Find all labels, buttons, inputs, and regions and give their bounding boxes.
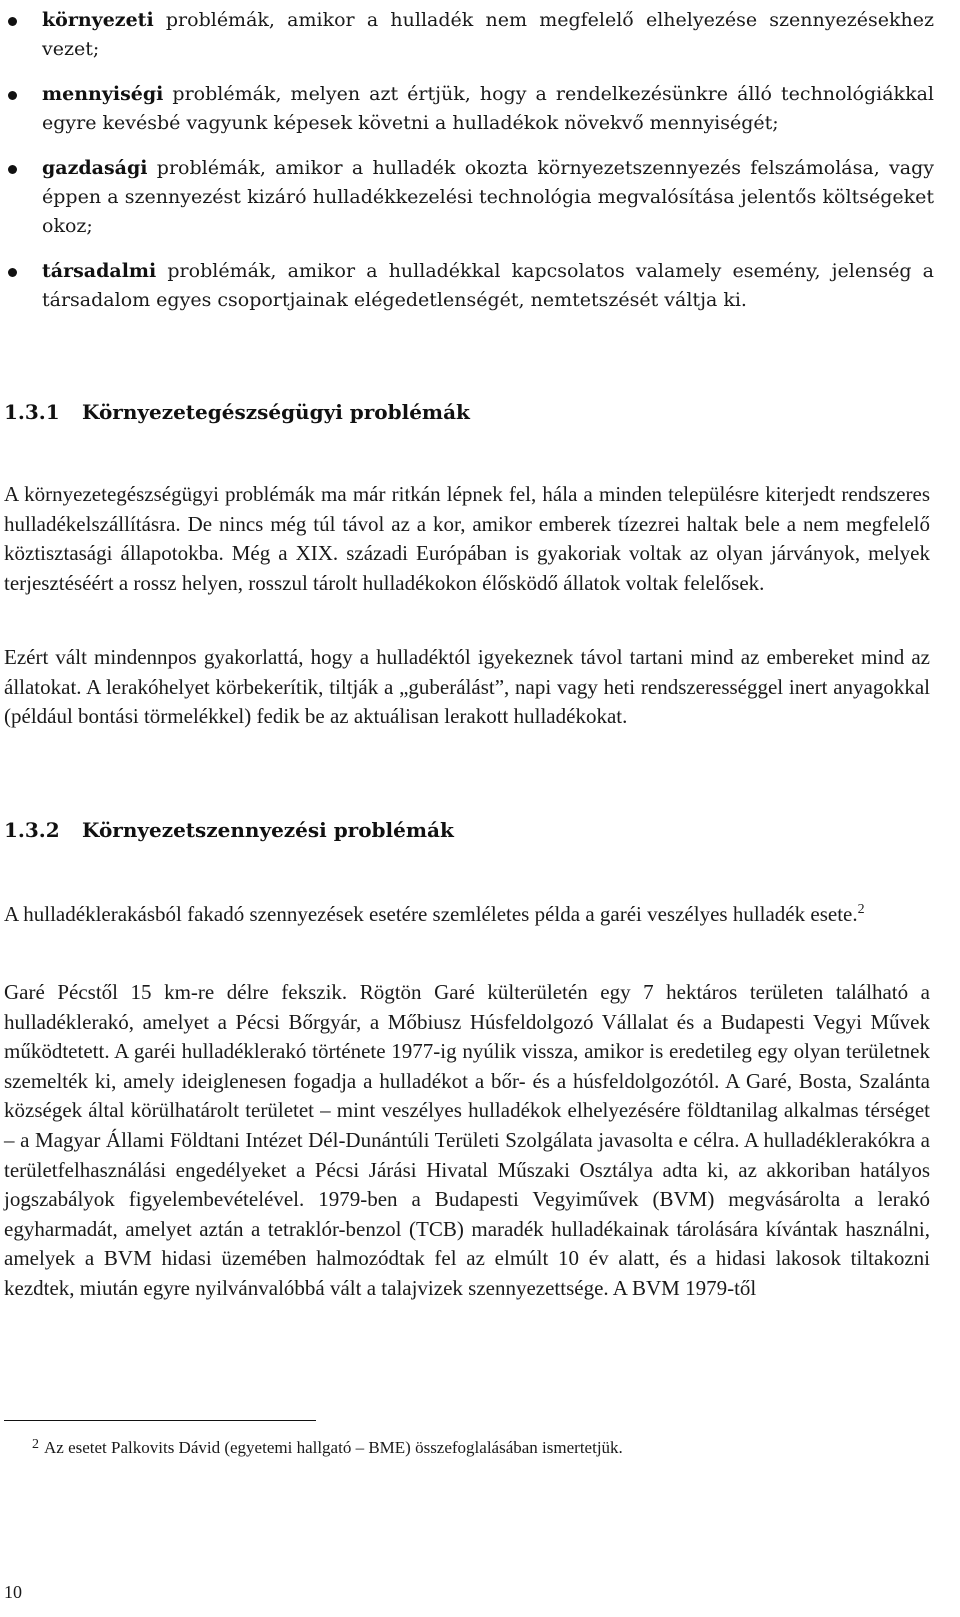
- bullet-keyword: környezeti: [42, 9, 154, 31]
- section-title: Környezetegészségügyi problémák: [82, 400, 470, 424]
- section-heading-1-3-2: [4, 818, 454, 842]
- bullet-text: problémák, amikor a hulladék nem megfelelő elhelyezése szennyezésekhez vezet;: [42, 9, 934, 60]
- bullet-keyword: gazdasági: [42, 157, 148, 179]
- footnote-text: Az esetet Palkovits Dávid (egyetemi hallgató – BME) összefoglalásában ismertetjük.: [44, 1438, 623, 1457]
- section-heading-1-3-1: [4, 400, 470, 424]
- list-item: [4, 80, 934, 138]
- bullet-icon: [8, 165, 17, 174]
- section-number: 1.3.2: [4, 818, 60, 842]
- footnote: [32, 1437, 623, 1458]
- bullet-icon: [8, 91, 17, 100]
- section-number: 1.3.1: [4, 400, 60, 424]
- footnote-mark: 2: [32, 1437, 39, 1452]
- footnote-reference: 2: [857, 902, 865, 917]
- page-number: 10: [4, 1582, 22, 1602]
- body-paragraph: Garé Pécstől 15 km-re délre fekszik. Rögtön Garé külterületén egy 7 hektáros területen található a hulladéklerakó, amelyet a Pécsi Bőrgyár, a Mőbiusz Húsfeldolgozó Vállalat és a Budapesti Vegyi Művek működtetett. A garéi hulladéklerakó története 1977-ig nyúlik vissza, amikor is eredetileg egy olyan területnek szemelték ki, amely ideiglenesen fogadja a hulladékot a bőr- és a húsfeldolgozótól. A Garé, Bosta, Szalánta községek által körülhatárolt területet – mint veszélyes hulladékok elhelyezésére földtanilag alkalmas térséget – a Magyar Állami Földtani Intézet Dél-Dunántúli Területi Szolgálata javasolta e célra. A hulladéklerakókra a területfelhasználási engedélyeket a Pécsi Járási Hivatal Műszaki Osztálya adta ki, az akkoriban hatályos jogszabályok figyelembevételével. 1979-ben a Budapesti Vegyiművek (BVM) megvásárolta a lerakó egyharmadát, amelyet aztán a tetraklór-benzol (TCB) maradék hulladékainak tárolására kívántak használni, amelyek a BVM hidasi üzemében halmozódtak fel az elmúlt 10 év alatt, és a hidasi lakosok tiltakozni kezdtek, miután egyre nyilvánvalóbbá vált a talajvizek szennyezettsége. A BVM 1979-től: [4, 980, 930, 1300]
- intro-paragraph: [4, 900, 930, 930]
- list-item: [4, 257, 934, 315]
- footnote-divider: [4, 1420, 316, 1421]
- bullet-icon: [8, 268, 17, 277]
- body-paragraph: A környezetegészségügyi problémák ma már ritkán lépnek fel, hála a minden településre kiterjedt rendszeres hulladékelszállításra. De nincs még túl távol az a kor, amikor emberek tízezrei haltak bele a nem megfelelő köztisztasági állapotokba. Még a XIX. századi Európában is gyakoriak voltak az olyan járványok, melyek terjesztéséért a rossz helyen, rosszul tárolt hulladékokon élősködő állatok voltak felelősek.: [4, 482, 930, 595]
- bullet-text: problémák, melyen azt értjük, hogy a rendelkezésünkre álló technológiákkal egyre kevésbé vagyunk képesek követni a hulladékok növekvő mennyiségét;: [42, 83, 934, 134]
- list-item: [4, 154, 934, 241]
- bullet-text: problémák, amikor a hulladékkal kapcsolatos valamely esemény, jelenség a társadalom egyes csoportjainak elégedetlenségét, nemtetszését váltja ki.: [42, 260, 934, 311]
- bullet-keyword: mennyiségi: [42, 83, 164, 105]
- list-item: [4, 6, 934, 64]
- section-title: Környezetszennyezési problémák: [82, 818, 454, 842]
- bullet-text: problémák, amikor a hulladék okozta környezetszennyezés felszámolása, vagy éppen a szennyezést kizáró hulladékkezelési technológia megvalósítása jelentős költségeket okoz;: [42, 157, 934, 237]
- intro-text: A hulladéklerakásból fakadó szennyezések esetére szemléletes példa a garéi veszélyes hulladék esete.: [4, 902, 858, 926]
- body-paragraph: Ezért vált mindennpos gyakorlattá, hogy a hulladéktól igyekeznek távol tartani mind az embereket mind az állatokat. A lerakóhelyet körbekerítik, tiltják a „guberálást”, napi vagy heti rendszerességgel inert anyagokkal (például bontási törmelékkel) fedik be az aktuálisan lerakott hulladékokat.: [4, 645, 930, 729]
- bullet-icon: [8, 17, 17, 26]
- bullet-keyword: társadalmi: [42, 260, 157, 282]
- problem-type-list: [4, 6, 934, 331]
